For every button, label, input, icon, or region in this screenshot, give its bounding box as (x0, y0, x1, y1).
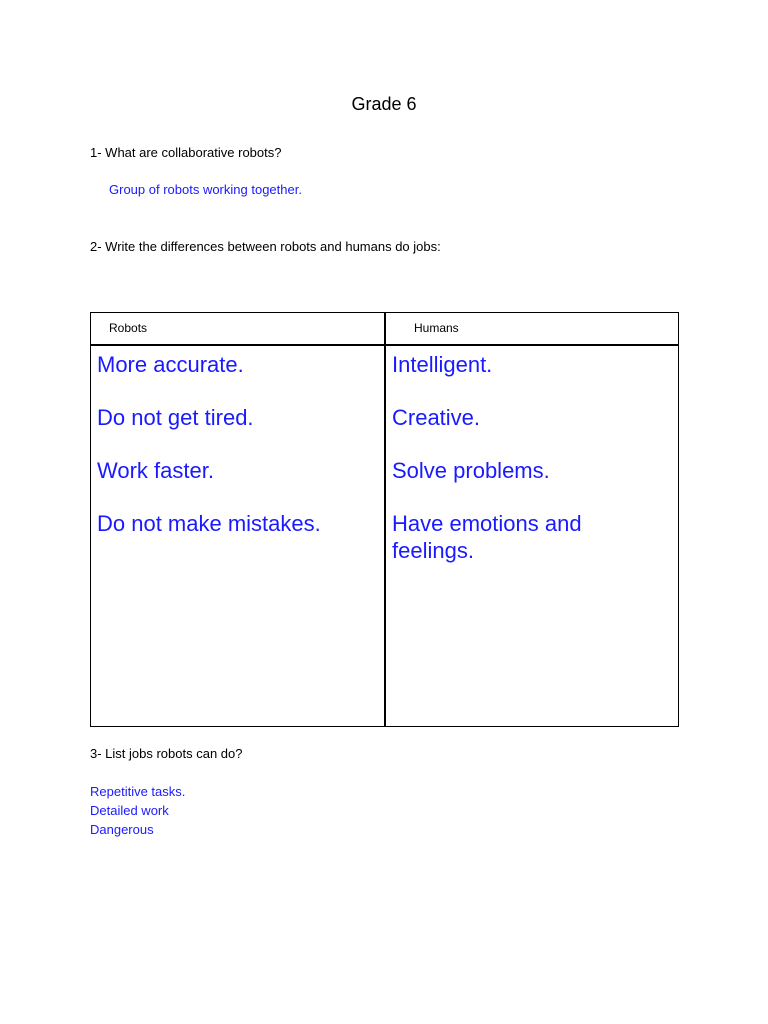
humans-item: Solve problems. (392, 458, 550, 483)
robots-item: More accurate. (97, 352, 244, 377)
comparison-table (90, 312, 679, 727)
question-1: 1- What are collaborative robots? (90, 145, 282, 160)
list-item: Detailed work (90, 803, 169, 818)
robots-list (91, 346, 384, 537)
robots-header (91, 313, 386, 346)
humans-item: Intelligent. (392, 352, 493, 377)
robots-cell (91, 345, 386, 727)
humans-cell (385, 345, 679, 727)
robots-item: Do not get tired. (97, 405, 254, 430)
robots-header-label: Robots (109, 321, 148, 335)
robots-item: Do not make mistakes. (97, 511, 321, 536)
question-2: 2- Write the differences between robots and humans do jobs: (90, 239, 441, 254)
table-header-row (91, 313, 679, 346)
humans-header (385, 313, 679, 346)
table-row (91, 345, 679, 727)
robots-item: Work faster. (97, 458, 214, 483)
humans-item: Have emotions and feelings. (392, 511, 582, 563)
answer-3-list (90, 782, 185, 839)
list-item: Repetitive tasks. (90, 784, 186, 799)
question-3: 3- List jobs robots can do? (90, 746, 243, 761)
humans-list (386, 346, 678, 564)
page-title: Grade 6 (351, 94, 417, 114)
humans-header-label: Humans (414, 321, 459, 335)
list-item: Dangerous (90, 822, 154, 837)
answer-1: Group of robots working together. (109, 182, 302, 197)
humans-item: Creative. (392, 405, 481, 430)
